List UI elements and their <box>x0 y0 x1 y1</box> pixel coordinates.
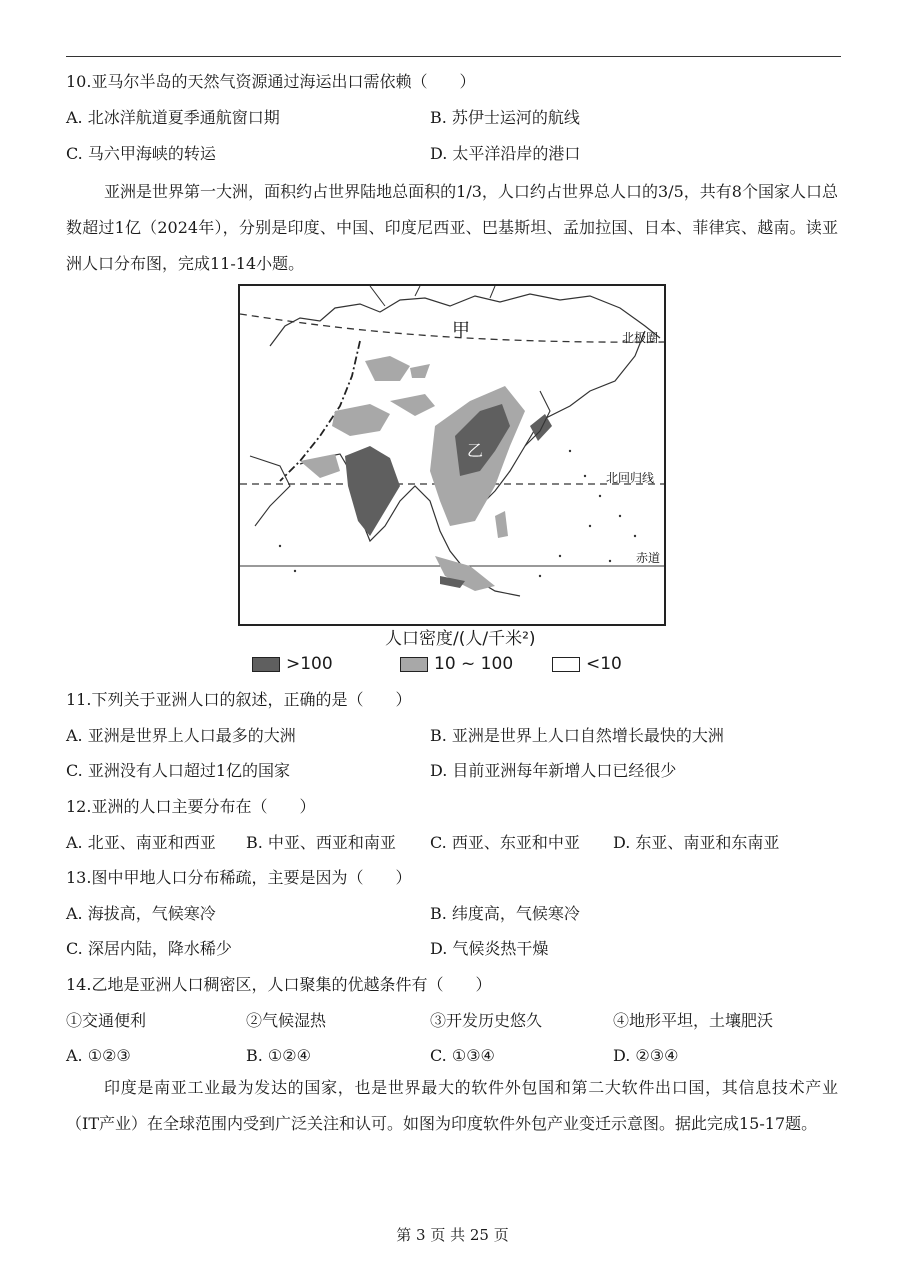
q13-option-a[interactable]: A. 海拔高，气候寒冷 <box>66 904 216 923</box>
legend-swatch-low <box>552 657 580 672</box>
q12-option-d[interactable]: D. 东亚、南亚和东南亚 <box>613 833 780 852</box>
q13-option-c[interactable]: C. 深居内陆，降水稀少 <box>66 939 232 958</box>
region-mid-west <box>300 454 340 478</box>
legend-mid <box>400 654 513 674</box>
q10-option-d[interactable]: D. 太平洋沿岸的港口 <box>430 144 581 163</box>
q11-option-a[interactable]: A. 亚洲是世界上人口最多的大洲 <box>66 726 296 745</box>
arabia-coast <box>250 456 290 526</box>
intro-paragraph-india: 印度是南亚工业最为发达的国家，也是世界最大的软件外包国和第二大软件出口国，其信息技术产业（IT产业）在全球范围内受到广泛关注和认可。如图为印度软件外包产业变迁示意图。据此完成15-17题。 <box>66 1078 838 1133</box>
legend-label-high: >100 <box>286 654 333 674</box>
q12-option-a[interactable]: A. 北亚、南亚和西亚 <box>66 833 216 852</box>
q10-option-a[interactable]: A. 北冰洋航道夏季通航窗口期 <box>66 108 280 127</box>
region-mid-central <box>332 404 390 436</box>
legend-high <box>252 654 333 674</box>
q14-condition-3: ③开发历史悠久 <box>430 1011 543 1030</box>
q14-condition-2: ②气候湿热 <box>246 1011 327 1030</box>
q10-option-b[interactable]: B. 苏伊士运河的航线 <box>430 108 580 127</box>
q14-condition-1: ①交通便利 <box>66 1011 147 1030</box>
q12-option-c[interactable]: C. 西亚、东亚和中亚 <box>430 833 580 852</box>
page-number: 第 3 页 共 25 页 <box>396 1226 509 1244</box>
region-mid-siberia-2 <box>410 364 430 378</box>
q11-option-c[interactable]: C. 亚洲没有人口超过1亿的国家 <box>66 761 291 780</box>
label-equator: 赤道 <box>636 551 661 565</box>
q14-option-c[interactable]: C. ①③④ <box>430 1046 495 1065</box>
label-yi: 乙 <box>467 443 484 460</box>
q12-option-b[interactable]: B. 中亚、西亚和南亚 <box>246 833 396 852</box>
region-mid-siberia <box>365 356 410 381</box>
top-rule <box>66 56 841 57</box>
legend-label-low: <10 <box>586 654 622 674</box>
asia-population-map <box>238 284 666 626</box>
q13-stem: 13.图中甲地人口分布稀疏，主要是因为（ ） <box>66 868 412 887</box>
q10-stem: 10.亚马尔半岛的天然气资源通过海运出口需依赖（ ） <box>66 72 476 91</box>
region-mid-central-2 <box>390 394 435 416</box>
q14-stem: 14.乙地是亚洲人口稠密区，人口聚集的优越条件有（ ） <box>66 975 492 994</box>
q14-option-d[interactable]: D. ②③④ <box>613 1046 679 1065</box>
legend-low <box>552 654 622 674</box>
region-high-india <box>345 446 400 536</box>
q11-stem: 11.下列关于亚洲人口的叙述，正确的是（ ） <box>66 690 412 709</box>
region-mid-indonesia <box>435 556 495 591</box>
q10-option-c[interactable]: C. 马六甲海峡的转运 <box>66 144 216 163</box>
q14-condition-4: ④地形平坦，土壤肥沃 <box>613 1011 774 1030</box>
q11-option-b[interactable]: B. 亚洲是世界上人口自然增长最快的大洲 <box>430 726 724 745</box>
q13-option-d[interactable]: D. 气候炎热干燥 <box>430 939 549 958</box>
q13-option-b[interactable]: B. 纬度高，气候寒冷 <box>430 904 580 923</box>
label-arctic-circle: 北极圈 <box>622 331 659 345</box>
legend-swatch-high <box>252 657 280 672</box>
legend-label-mid: 10 ~ 100 <box>434 654 514 674</box>
map-graphic <box>240 286 664 624</box>
label-tropic-of-cancer: 北回归线 <box>606 471 655 485</box>
region-mid-philippines <box>495 511 508 538</box>
q11-option-d[interactable]: D. 目前亚洲每年新增人口已经很少 <box>430 761 677 780</box>
q12-stem: 12.亚洲的人口主要分布在（ ） <box>66 797 316 816</box>
q14-option-b[interactable]: B. ①②④ <box>246 1046 311 1065</box>
label-jia: 甲 <box>452 320 470 340</box>
intro-paragraph-asia: 亚洲是世界第一大洲，面积约占世界陆地总面积的1/3，人口约占世界总人口的3/5，共有8个国家人口总数超过1亿（2024年），分别是印度、中国、印度尼西亚、巴基斯坦、孟加拉国、日本、菲律宾、越南。读亚洲人口分布图，完成11-14小题。 <box>66 182 838 273</box>
legend-swatch-mid <box>400 657 428 672</box>
legend-title: 人口密度/(人/千米²) <box>385 629 536 649</box>
q14-option-a[interactable]: A. ①②③ <box>66 1046 131 1065</box>
